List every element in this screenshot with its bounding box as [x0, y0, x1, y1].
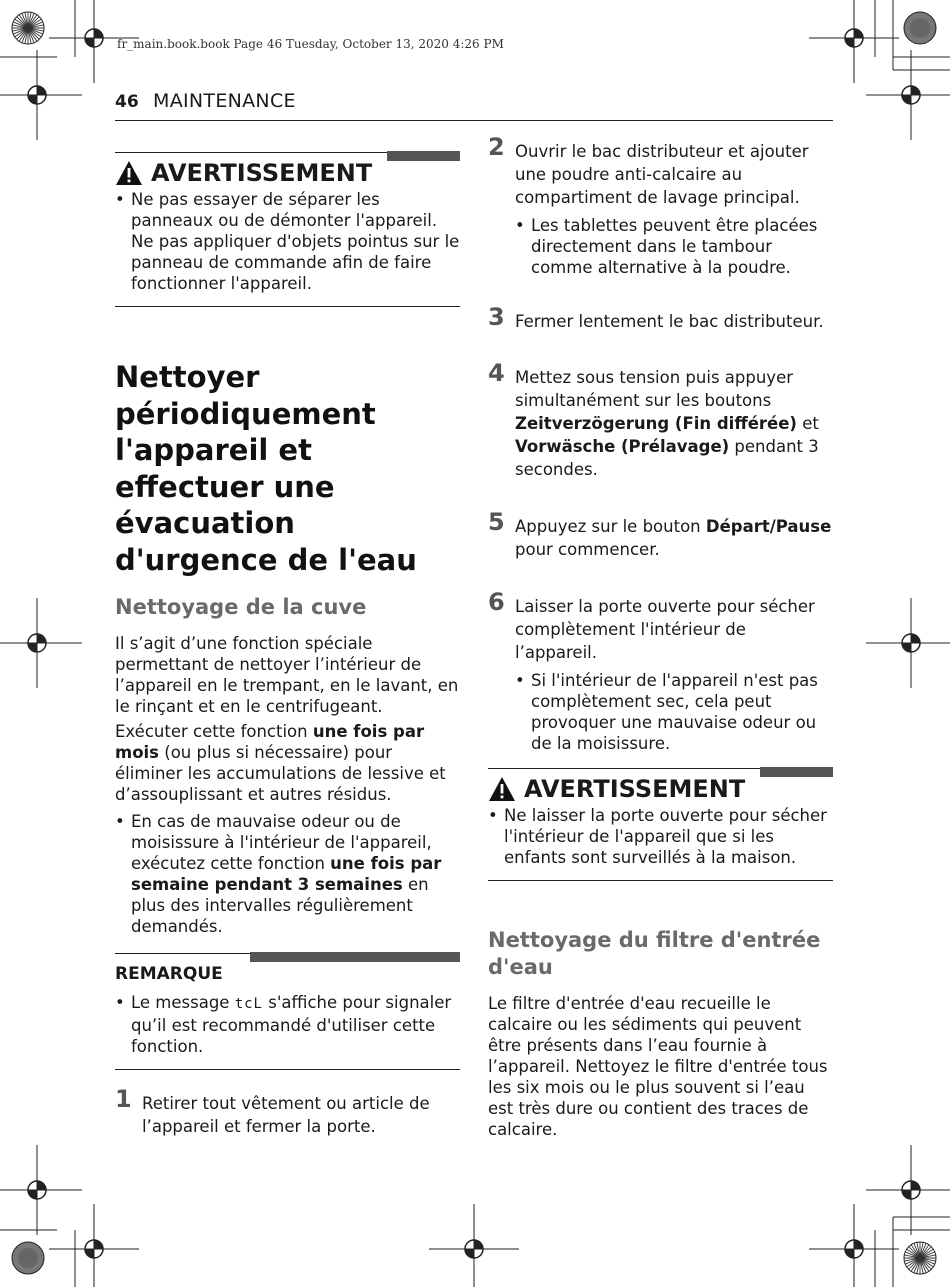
warning-heading [115, 159, 460, 187]
text-run: Appuyez sur le bouton [515, 517, 706, 536]
warning-text: • Ne laisser la porte ouverte pour sécher l'intérieur de l'appareil que si les enfants sont surveillés à la maison. [488, 805, 833, 868]
step-6 [488, 588, 833, 664]
step-text: Ouvrir le bac distributeur et ajouter une poudre anti-calcaire au compartiment de lavage principal. [515, 142, 809, 207]
step-2 [488, 133, 833, 209]
warning-heading [488, 775, 833, 803]
button-name: Vorwäsche (Prélavage) [515, 437, 730, 456]
text-run: (ou plus si nécessaire) pour éliminer les accumulations de lessive et d’assouplissant et autres résidus. [115, 743, 446, 804]
step-1 [115, 1085, 460, 1138]
text-run: s'affiche pour signaler qu’il est recommandé d'utiliser cette fonction. [131, 993, 452, 1056]
tub-para-2 [115, 721, 460, 805]
tub-section-title: Nettoyage de la cuve [115, 595, 367, 619]
step-4 [488, 359, 833, 481]
display-code: tcL [234, 996, 263, 1012]
tub-para-1: Il s’agit d’une fonction spéciale permettant de nettoyer l’intérieur de l’appareil en le trempant, en le lavant, en le rinçant et en le centrifugeant. [115, 634, 459, 716]
warning-title: AVERTISSEMENT [151, 159, 373, 187]
text-run: Exécuter cette fonction [115, 722, 313, 741]
step-number: 5 [488, 508, 505, 536]
step-number: 6 [488, 588, 505, 616]
text-run: Mettez sous tension puis appuyer simultanément sur les boutons [515, 368, 794, 410]
main-title: Nettoyer périodiquement l'appareil et effectuer une évacuation d'urgence de l'eau [115, 360, 417, 577]
warning-bar [387, 151, 460, 161]
warning-triangle-icon [115, 160, 143, 186]
bold-run: une fois par semaine pendant 3 semaines [131, 854, 442, 894]
warning-text: • Ne pas essayer de séparer les panneaux ou de démonter l'appareil. Ne pas appliquer d'objets pointus sur le panneau de commande afin de faire fonctionner l'appareil. [115, 189, 460, 294]
step-number: 3 [488, 303, 505, 331]
step-6-subbullet: • Si l'intérieur de l'appareil n'est pas complètement sec, cela peut provoquer une mauvaise odeur ou de la moisissure. [515, 670, 833, 754]
button-name: Zeitverzögerung (Fin différée) [515, 414, 797, 433]
bold-run: une fois par mois [115, 722, 425, 762]
step-text: Retirer tout vêtement ou article de l’appareil et fermer la porte. [142, 1094, 430, 1136]
warning-bar [760, 767, 833, 777]
left-column [115, 152, 460, 1138]
warning-box-2 [488, 768, 833, 881]
step-number: 4 [488, 359, 505, 387]
text-run: pendant 3 secondes. [515, 437, 819, 479]
note-title: REMARQUE [115, 964, 223, 984]
step-5 [488, 508, 833, 561]
note-box [115, 953, 460, 1070]
step-number: 1 [115, 1085, 132, 1113]
warning-box [115, 152, 460, 307]
tub-bullet [115, 811, 460, 937]
page-header [115, 90, 833, 121]
text-run: pour commencer. [515, 540, 660, 559]
button-name: Départ/Pause [705, 517, 832, 536]
filter-section-title: Nettoyage du filtre d'entrée d'eau [488, 928, 821, 979]
text-run: et [796, 414, 819, 433]
note-text [115, 992, 460, 1057]
step-text: Laisser la porte ouverte pour sécher complètement l'intérieur de l’appareil. [515, 597, 815, 662]
step-number: 2 [488, 133, 505, 161]
warning-triangle-icon [488, 776, 516, 802]
note-bar [250, 952, 460, 962]
step-2-subbullet: • Les tablettes peuvent être placées directement dans le tambour comme alternative à la poudre. [515, 215, 833, 278]
right-column [488, 133, 833, 1144]
text-run: Le message [131, 993, 235, 1012]
section-title: MAINTENANCE [153, 90, 296, 112]
text-run: en plus des intervalles régulièrement demandés. [131, 875, 429, 936]
step-text: Fermer lentement le bac distributeur. [515, 312, 824, 331]
step-3 [488, 303, 833, 333]
text-run: En cas de mauvaise odeur ou de moisissure à l'intérieur de l'appareil, exécutez cette fonction [131, 812, 432, 873]
warning-title: AVERTISSEMENT [524, 775, 746, 803]
filter-text: Le filtre d'entrée d'eau recueille le calcaire ou les sédiments qui peuvent être présents dans l’eau fournie à l’appareil. Nettoyez le filtre d'entrée tous les six mois ou le plus souvent si l’eau est très dure ou contient des traces de calcaire. [488, 994, 828, 1139]
print-slug: fr_main.book.book Page 46 Tuesday, October 13, 2020 4:26 PM [117, 37, 504, 51]
page-number: 46 [115, 92, 139, 112]
